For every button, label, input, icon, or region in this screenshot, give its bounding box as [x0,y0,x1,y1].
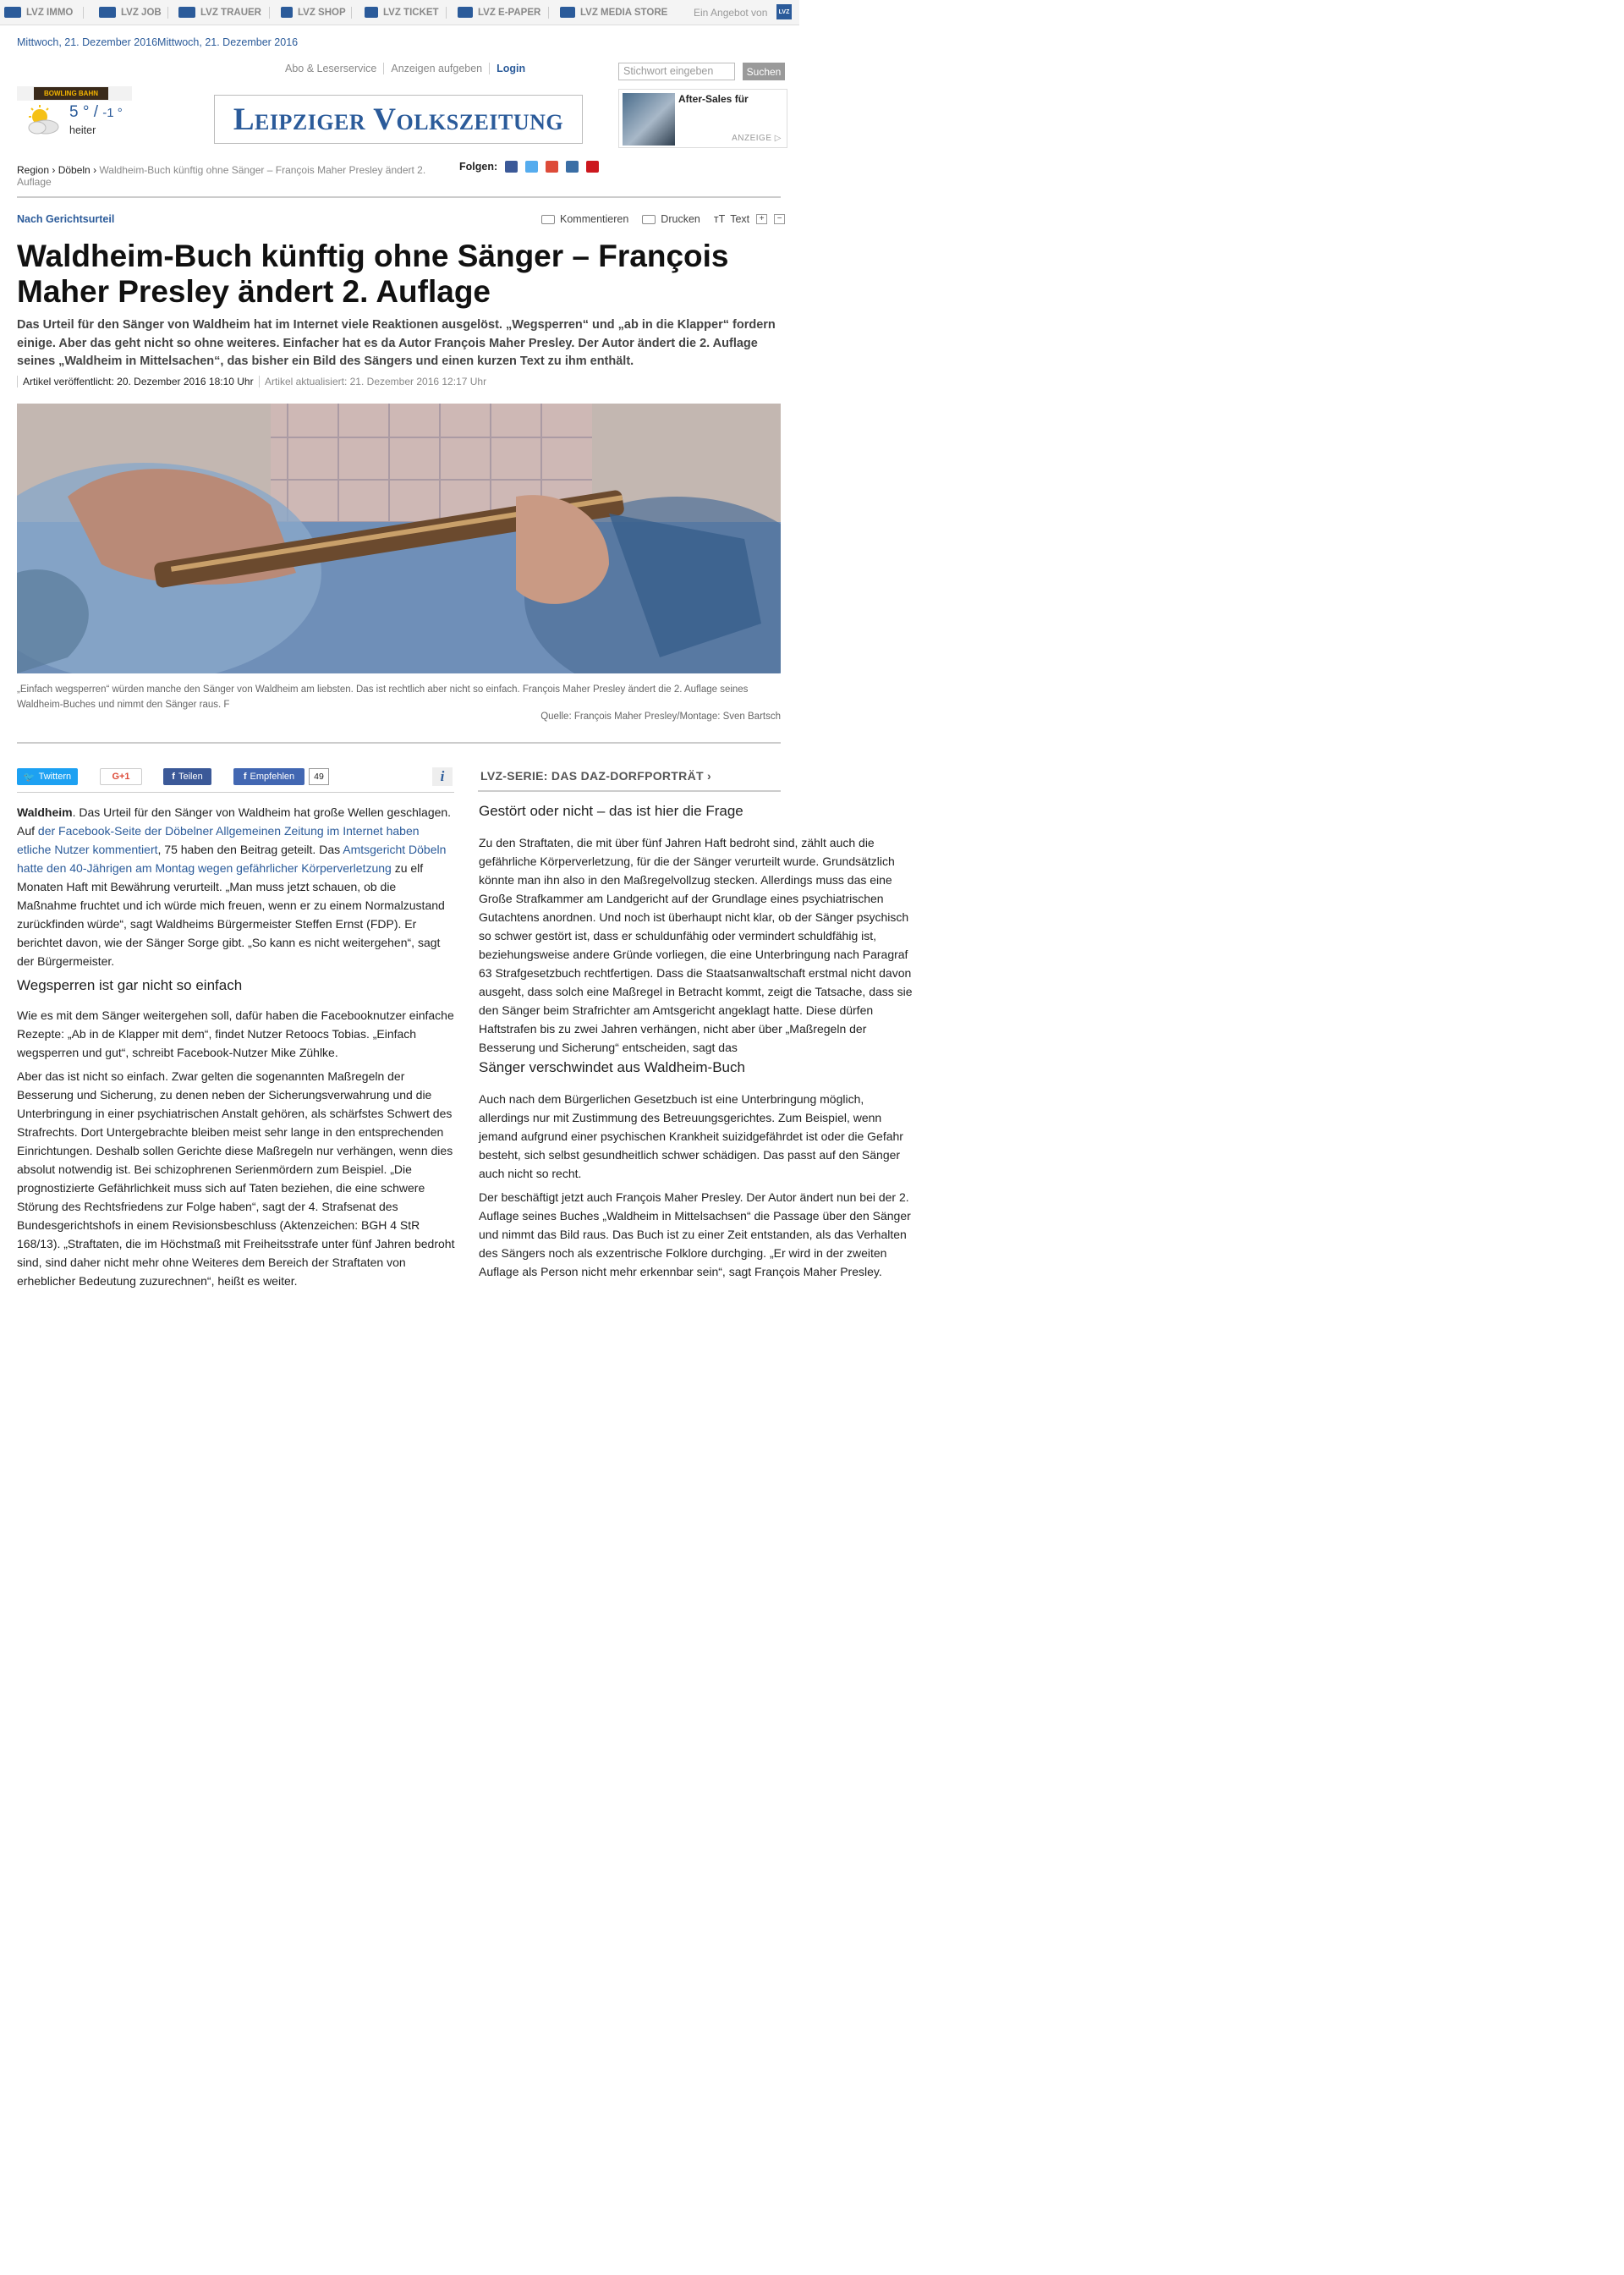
facebook-like-button[interactable]: f Empfehlen [233,768,304,785]
search-input[interactable]: Stichwort eingeben [618,63,735,80]
follow-label: Folgen: [459,161,498,173]
breadcrumb-current: Waldheim-Buch künftig ohne Sänger – François Maher Presley ändert 2. Auflage [17,164,426,188]
breadcrumb-city[interactable]: Döbeln [58,164,91,176]
temperature-min: -1 ° [102,106,123,120]
weather-sponsor-bar [17,86,132,101]
paragraph: Aber das ist nicht so einfach. Zwar gelten die sogenannten Maßregeln der Besserung und Sicherung, zu denen neben der Sicherungsverwahrung und die Unterbringung in einer psychiatrischen Anstalt gehören, als schärfstes Schwert des Strafrechts. Dort Untergebrachte bleiben meist sehr lange in den entsprechenden Einrichtungen. Deshalb sollen Gerichte diese Maßregeln nur verhängen, wenn dies absolut notwendig ist. Bei schizophrenen Serienmördern zum Beispiel. „Die prognostizierte Gefährlichkeit muss sich auf Taten beziehen, die eine schwere Störung des Rechtsfriedens zur Folge haben“, sagt der 4. Strafsenat des Bundesgerichtshofs in einem Revisionsbeschluss (Aktenzeichen: BGH 4 StR 168/13). „Straftaten, die im Höchstmaß mit Freiheitsstrafe unter fünf Jahren bedroht sind, sind daher nicht mehr ohne Weiteres dem Bereich der Straftaten von erheblicher Bedeutung zuzurechnen“, heißt es weiter. [17,1069,455,1288]
article-title: Waldheim-Buch künftig ohne Sänger – François Maher Presley ändert 2. Auflage [17,239,729,309]
briefcase-icon [99,7,116,18]
bird-icon [178,7,195,18]
nav-link-trauer[interactable]: LVZ TRAUER [178,7,261,18]
nav-link-job[interactable]: LVZ JOB [99,7,162,18]
ad-choices-icon: ▷ [774,134,782,143]
like-count: 49 [309,768,329,785]
youtube-icon[interactable] [586,161,599,173]
google-plus-icon[interactable] [546,161,558,173]
newspaper-icon [458,7,473,18]
image-credit: Quelle: François Maher Presley/Montage: Sven Bartsch [540,712,781,722]
subheading: Sänger verschwindet aus Waldheim-Buch [479,1059,745,1075]
nav-link-ticket[interactable]: LVZ TICKET [365,7,439,18]
partly-sunny-icon [25,105,61,135]
twitter-icon[interactable] [525,161,538,173]
ad-label: ANZEIGE ▷ [732,134,782,143]
comment-button[interactable]: Kommentieren [541,213,628,225]
subheading: Wegsperren ist gar nicht so einfach [17,977,243,993]
ad-title: After-Sales für [678,93,749,105]
paragraph: Waldheim. Das Urteil für den Sänger von Waldheim hat große Wellen geschlagen. Auf der Facebook-Seite der Döbelner Allgemeinen Zeitung im Internet haben etliche Nutzer kommentiert, 75 haben den Beitrag geteilt. Das Amtsgericht Döbeln hatte den 40-Jährigen am Montag wegen gefährlicher Körperverletzung zu elf Monaten Haft mit Bewährung verurteilt. „Man muss jetzt schauen, ob die Maßnahme fruchtet und ich würde mich freuen, wenn er zu einem Normalzustand zurückfinden würde“, sagt Waldheims Bürgermeister Steffen Ernst (FDP). Er berichtet davon, wie der Sänger Sorge gibt. „So kann es nicht weitergehen“, sagt der Bürgermeister. [17,805,452,968]
divider [478,790,781,792]
top-menu [285,63,532,74]
date-line: Mittwoch, 21. Dezember 2016Mittwoch, 21. Dezember 2016 [17,36,299,48]
google-plus-button[interactable]: G+1 [100,768,142,785]
nav-divider [548,7,549,19]
breadcrumb-region[interactable]: Region [17,164,50,176]
temperature: 5 ° / -1 ° [69,103,123,121]
article-tools [541,213,798,225]
comment-icon [541,215,555,224]
nav-divider [351,7,352,19]
publication-info [17,376,486,387]
top-nav-bar [0,0,799,25]
facebook-icon: f [172,772,175,782]
nav-link-epaper[interactable]: LVZ E-PAPER [458,7,540,18]
divider [17,792,454,793]
weather-condition: heiter [69,124,96,136]
shopping-bag-icon [281,7,293,18]
facebook-page-link[interactable]: der Facebook-Seite der Döbelner Allgemeinen Zeitung im Internet haben etliche Nutzer kommentiert [17,824,420,856]
subheading: Gestört oder nicht – das ist hier die Frage [479,803,743,819]
info-icon[interactable]: i [432,767,453,786]
anzeigen-link[interactable]: Anzeigen aufgeben [384,63,490,74]
paragraph: Auch nach dem Bürgerlichen Gesetzbuch ist eine Unterbringung möglich, allerdings nur mit Zustimmung des Betreuungsgerichtes. Zum Beispiel, wenn jemand aufgrund einer psychischen Krankheit suizidgefährdet ist oder die Gefahr besteht, sich selbst gesundheitlich schwer schädigen. Das passt auf den Sänger auch nicht so recht. [479,1092,903,1180]
paragraph: Der beschäftigt jetzt auch François Maher Presley. Der Autor ändert nun bei der 2. Auflage seines Buches „Waldheim in Mittelsachsen“ die Passage über den Sänger und nimmt das Bild raus. Das Buch ist zu einer Zeit entstanden, als das Verhalten des Sängers noch als exzentrische Folklore durchging. „Er wird in der zweiten Auflage als Person nicht mehr erkennbar sein“, sagt François Maher Presley. [479,1190,911,1278]
text-size-increase-button[interactable]: + [756,214,767,224]
nav-divider [446,7,447,19]
nav-divider [83,7,84,19]
ad-image [623,93,675,146]
divider [17,196,781,198]
printer-icon [642,215,656,224]
facebook-icon: f [243,772,247,782]
text-size-control: тT Text + − [714,213,785,225]
divider [17,742,781,744]
series-link[interactable]: LVZ-SERIE: DAS DAZ-DORFPORTRÄT › [480,769,711,783]
updated-date: Artikel aktualisiert: 21. Dezember 2016 12:17 Uhr [259,376,486,387]
article-lead: Das Urteil für den Sänger von Waldheim hat im Internet viele Reaktionen ausgelöst. „Wegsperren“ und „ab in die Klapper“ fordern einige. Aber das geht nicht so ohne weiteres. Einfacher hat es da Autor François Maher Presley. Der Autor ändert die 2. Auflage seines „Waldheim in Mittelsachen“, das bisher ein Bild des Sängers und einen kurzen Text zu ihm enthält. [17,318,776,368]
masthead-title: Leipziger Volkszeitung [233,102,564,137]
print-button[interactable]: Drucken [642,213,700,225]
text-size-icon: тT [713,213,726,225]
article-kicker: Nach Gerichtsurteil [17,213,115,225]
nav-divider [167,7,168,19]
nav-link-immo[interactable]: LVZ IMMO [4,7,73,18]
breadcrumb: Region › Döbeln › Waldheim-Buch künftig ohne Sänger – François Maher Presley ändert 2. Auflage [17,164,426,188]
article-image[interactable] [17,404,781,673]
facebook-share-button[interactable]: f Teilen [163,768,211,785]
masthead-logo[interactable] [214,95,583,144]
twitter-share-button[interactable]: 🐦 Twittern [17,768,78,785]
abo-link[interactable]: Abo & Leserservice [285,63,384,74]
article-body-right [479,801,917,1286]
nav-link-shop[interactable]: LVZ SHOP [281,7,346,18]
search-button[interactable]: Suchen [743,63,785,80]
lvz-logo[interactable]: LVZ [776,4,792,19]
nav-link-media-store[interactable]: LVZ MEDIA STORE [560,7,667,18]
ad-box[interactable] [618,89,787,148]
offer-text: Ein Angebot von [694,7,768,19]
nav-divider [269,7,270,19]
text-size-decrease-button[interactable]: − [774,214,785,224]
rss-icon[interactable] [566,161,579,173]
image-caption: „Einfach wegsperren“ würden manche den Sänger von Waldheim am liebsten. Das ist rechtlich aber nicht so einfach. François Maher Presley ändert die 2. Auflage seines Waldheim-Buches und nimmt den Sänger raus. F [17,684,749,710]
dateline: Waldheim [17,805,73,819]
article-body-left [17,803,456,1295]
court-article-link[interactable]: Amtsgericht Döbeln hatte den 40-Jährigen am Montag wegen gefährlicher Körperverletzung [17,843,447,875]
twitter-icon: 🐦 [23,772,36,783]
ticket-icon [365,7,378,18]
house-icon [4,7,21,18]
bowling-sponsor-logo[interactable]: BOWLING BAHN [34,87,108,100]
lvz-icon [560,7,575,18]
follow-bar [459,161,599,173]
paragraph: Zu den Straftaten, die mit über fünf Jahren Haft bedroht sind, zählt auch die gefährliche Körperverletzung, für die der Sänger verurteilt wurde. Grundsätzlich könnte man ihn also in den Maßregelvollzug stecken. Allerdings muss das eine Große Strafkammer am Landgericht auf der Grundlage eines psychiatrischen Gutachtens anordnen. Und noch ist überhaupt nicht klar, ob der Sänger psychisch so schwer gestört ist, dass er schuldunfähig oder vermindert schuldfähig ist, beziehungsweise andere Gründe vorliegen, die eine Unterbringung nach Paragraf 63 Strafgesetzbuch rechtfertigen. Dass die Staatsanwaltschaft erstmal nicht davon ausgeht, dass solch eine Maßregel in Betracht kommt, zeigt die Tatsache, dass sie den Sänger beim Strafrichter am Amtsgericht angeklagt hatte. Diese dürfen Haftstrafen bis zu zwei Jahren verhängen, nicht aber über „Maßregeln der Besserung und Sicherung“ entscheiden, sagt das [479,836,913,1054]
published-date: Artikel veröffentlicht: 20. Dezember 2016 18:10 Uhr [17,376,254,387]
facebook-icon[interactable] [505,161,518,173]
login-link[interactable]: Login [497,63,526,74]
guitar-photo-illustration [17,404,781,673]
paragraph: Wie es mit dem Sänger weitergehen soll, dafür haben die Facebooknutzer einfache Rezepte: „Ab in de Klapper mit dem“, findet Nutzer Retoocs Tobias. „Einfach wegsperren und gut“, schreibt Facebook-Nutzer Mike Zühlke. [17,1008,454,1059]
